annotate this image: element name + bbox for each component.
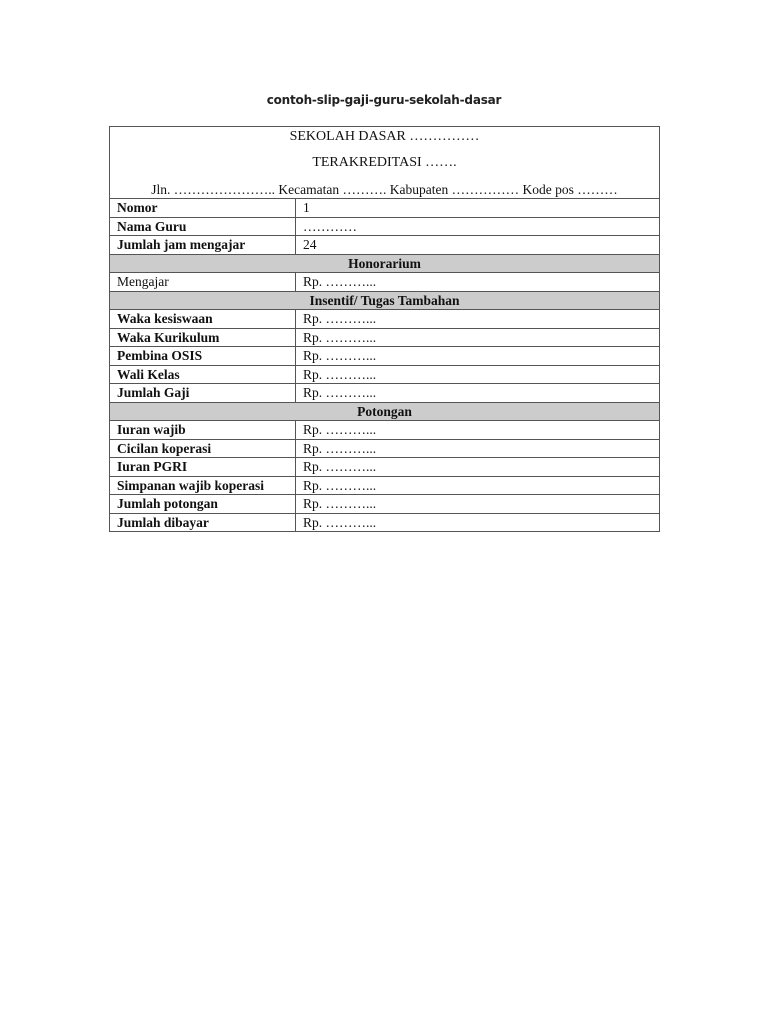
table-row [110, 217, 660, 236]
table-row [110, 476, 660, 495]
row-label-jumlah-dibayar: Jumlah dibayar [110, 513, 296, 532]
row-value-mengajar: Rp. ………... [296, 273, 660, 292]
row-value-simpanan-wajib: Rp. ………... [296, 476, 660, 495]
school-header-row [110, 127, 660, 199]
row-label-jumlah-jam: Jumlah jam mengajar [110, 236, 296, 255]
row-label-simpanan-wajib: Simpanan wajib koperasi [110, 476, 296, 495]
row-value-jumlah-jam: 24 [296, 236, 660, 255]
school-accreditation: TERAKREDITASI ……. [312, 155, 457, 170]
row-value-iuran-wajib: Rp. ………... [296, 421, 660, 440]
row-value-waka-kurikulum: Rp. ………... [296, 328, 660, 347]
row-label-wali-kelas: Wali Kelas [110, 365, 296, 384]
table-row [110, 365, 660, 384]
row-label-mengajar: Mengajar [110, 273, 296, 292]
row-value-jumlah-dibayar: Rp. ………... [296, 513, 660, 532]
row-label-nama-guru: Nama Guru [110, 217, 296, 236]
row-label-cicilan-koperasi: Cicilan koperasi [110, 439, 296, 458]
table-row [110, 421, 660, 440]
school-name: SEKOLAH DASAR …………… [289, 129, 480, 144]
section-header-insentif [110, 291, 660, 310]
table-row [110, 347, 660, 366]
table-row [110, 199, 660, 218]
row-value-jumlah-potongan: Rp. ………... [296, 495, 660, 514]
table-row [110, 273, 660, 292]
row-label-iuran-wajib: Iuran wajib [110, 421, 296, 440]
salary-slip-table [109, 126, 660, 532]
table-row [110, 310, 660, 329]
row-value-nama-guru: ………… [296, 217, 660, 236]
row-value-cicilan-koperasi: Rp. ………... [296, 439, 660, 458]
row-value-jumlah-gaji: Rp. ………... [296, 384, 660, 403]
row-value-nomor: 1 [296, 199, 660, 218]
table-row [110, 384, 660, 403]
school-address: Jln. ………………….. Kecamatan ………. Kabupaten …………… Kode pos ……… [151, 182, 618, 197]
school-header-cell [110, 127, 660, 199]
row-value-wali-kelas: Rp. ………... [296, 365, 660, 384]
table-row [110, 495, 660, 514]
row-label-pembina-osis: Pembina OSIS [110, 347, 296, 366]
row-label-waka-kurikulum: Waka Kurikulum [110, 328, 296, 347]
row-value-waka-kesiswaan: Rp. ………... [296, 310, 660, 329]
section-header-honorarium [110, 254, 660, 273]
table-row [110, 513, 660, 532]
document-title: contoh-slip-gaji-guru-sekolah-dasar [266, 93, 502, 107]
section-title-potongan: Potongan [110, 402, 660, 421]
section-header-potongan [110, 402, 660, 421]
row-value-iuran-pgri: Rp. ………... [296, 458, 660, 477]
row-label-jumlah-gaji: Jumlah Gaji [110, 384, 296, 403]
row-label-iuran-pgri: Iuran PGRI [110, 458, 296, 477]
table-row [110, 458, 660, 477]
section-title-honorarium: Honorarium [110, 254, 660, 273]
row-label-nomor: Nomor [110, 199, 296, 218]
row-label-waka-kesiswaan: Waka kesiswaan [110, 310, 296, 329]
table-row [110, 236, 660, 255]
table-row [110, 439, 660, 458]
row-value-pembina-osis: Rp. ………... [296, 347, 660, 366]
section-title-insentif: Insentif/ Tugas Tambahan [110, 291, 660, 310]
row-label-jumlah-potongan: Jumlah potongan [110, 495, 296, 514]
table-row [110, 328, 660, 347]
